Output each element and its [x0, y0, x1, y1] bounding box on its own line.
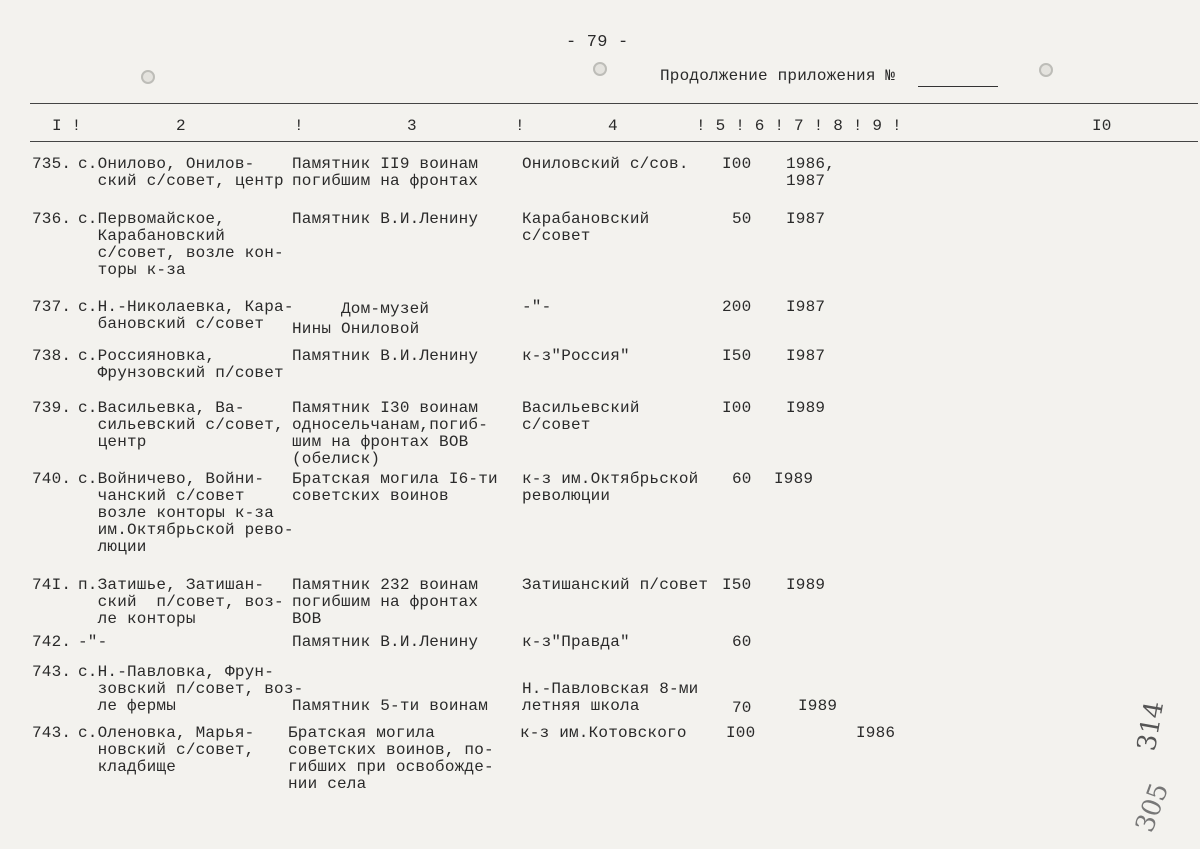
owner: Н.-Павловская 8-ми летняя школа — [522, 680, 699, 715]
punch-hole-left — [141, 70, 155, 84]
col-8-value: I986 — [856, 724, 896, 742]
location: с.Онилово, Онилов- ский с/совет, центр — [78, 155, 284, 190]
col-sep-2: ! — [515, 117, 525, 135]
location: с.Россияновка, Фрунзовский п/совет — [78, 347, 284, 382]
row-number: 74I. — [32, 576, 72, 594]
col-6-value: I987 — [786, 298, 826, 316]
col-header-4: 4 — [608, 117, 618, 135]
owner: к-з"Правда" — [522, 633, 630, 651]
owner: Затишанский п/совет — [522, 576, 709, 594]
row-number: 742. — [32, 633, 72, 651]
handwritten-page-number-old: 305 — [1130, 779, 1176, 837]
col-5-value: 70 — [732, 699, 752, 717]
col-6-value: I987 — [786, 210, 826, 228]
owner: к-з им.Октябрьской революции — [522, 470, 699, 505]
owner: Васильевский с/совет — [522, 399, 640, 434]
col-6-value: I987 — [786, 347, 826, 365]
row-number: 737. — [32, 298, 72, 316]
location: п.Затишье, Затишан- ский п/совет, воз- ле конторы — [78, 576, 284, 628]
col-5-value: I50 — [722, 347, 752, 365]
col-5-value: 60 — [732, 470, 752, 488]
location: с.Н.-Николаевка, Кара- бановский с/совет — [78, 298, 294, 333]
continuation-label: Продолжение приложения № — [660, 67, 896, 85]
owner: Ониловский с/сов. — [522, 155, 689, 173]
monument: Памятник 232 воинам погибшим на фронтах ВОВ — [292, 576, 479, 628]
col-6-value: I989 — [786, 399, 826, 417]
location: с.Н.-Павловка, Фрун- зовский п/совет, воз- ле фермы — [78, 663, 304, 715]
col-header-2: 2 — [176, 117, 186, 135]
row-number: 740. — [32, 470, 72, 488]
row-number: 743. — [32, 724, 72, 742]
col-6-value: I989 — [798, 697, 838, 715]
monument: Братская могила I6-ти советских воинов — [292, 470, 498, 505]
monument: Памятник В.И.Ленину — [292, 210, 479, 228]
owner: -"- — [522, 298, 552, 316]
col-5-value: I00 — [722, 155, 752, 173]
col-5-value: 200 — [722, 298, 752, 316]
row-number: 736. — [32, 210, 72, 228]
location: с.Васильевка, Ва- сильевский с/совет, центр — [78, 399, 284, 451]
col-sep-1: ! — [294, 117, 304, 135]
appendix-number-line — [918, 86, 998, 87]
monument: Памятник В.И.Ленину — [292, 347, 479, 365]
monument: Братская могила советских воинов, по- гибших при освобожде- нии села — [288, 724, 494, 793]
location: -"- — [78, 633, 108, 651]
col-5-value: 50 — [732, 210, 752, 228]
page-number: - 79 - — [566, 33, 629, 52]
col-header-10: I0 — [1092, 117, 1112, 135]
header-bottom-rule — [30, 141, 1198, 142]
monument: Памятник 5-ти воинам — [292, 697, 489, 715]
monument: Дом-музей Нины Ониловой — [292, 300, 430, 338]
col-6-value: I989 — [786, 576, 826, 594]
row-number: 739. — [32, 399, 72, 417]
monument: Памятник I30 воинам односельчанам,погиб- шим на фронтах ВОВ (обелиск) — [292, 399, 489, 468]
location: с.Войничево, Войни- чанский с/совет возле конторы к-за им.Октябрьской рево- люции — [78, 470, 294, 556]
col-6-value: I989 — [774, 470, 814, 488]
monument: Памятник В.И.Ленину — [292, 633, 479, 651]
col-6-value: 1986, 1987 — [786, 155, 836, 190]
owner: к-з"Россия" — [522, 347, 630, 365]
row-number: 735. — [32, 155, 72, 173]
monument: Памятник II9 воинам погибшим на фронтах — [292, 155, 479, 190]
col-header-5-9: ! 5 ! 6 ! 7 ! 8 ! 9 ! — [696, 117, 902, 135]
header-top-rule — [30, 103, 1198, 104]
col-header-3: 3 — [407, 117, 417, 135]
row-number: 743. — [32, 663, 72, 681]
col-5-value: I00 — [726, 724, 756, 742]
punch-hole-center — [593, 62, 607, 76]
col-5-value: I50 — [722, 576, 752, 594]
col-5-value: I00 — [722, 399, 752, 417]
row-number: 738. — [32, 347, 72, 365]
owner: Карабановский с/совет — [522, 210, 650, 245]
col-5-value: 60 — [732, 633, 752, 651]
punch-hole-right — [1039, 63, 1053, 77]
location: с.Первомайское, Карабановский с/совет, возле кон- торы к-за — [78, 210, 284, 279]
owner: к-з им.Котовского — [520, 724, 687, 742]
handwritten-page-number: 314 — [1132, 699, 1171, 754]
col-header-1: I ! — [52, 117, 82, 135]
location: с.Оленовка, Марья- новский с/совет, кладбище — [78, 724, 255, 776]
